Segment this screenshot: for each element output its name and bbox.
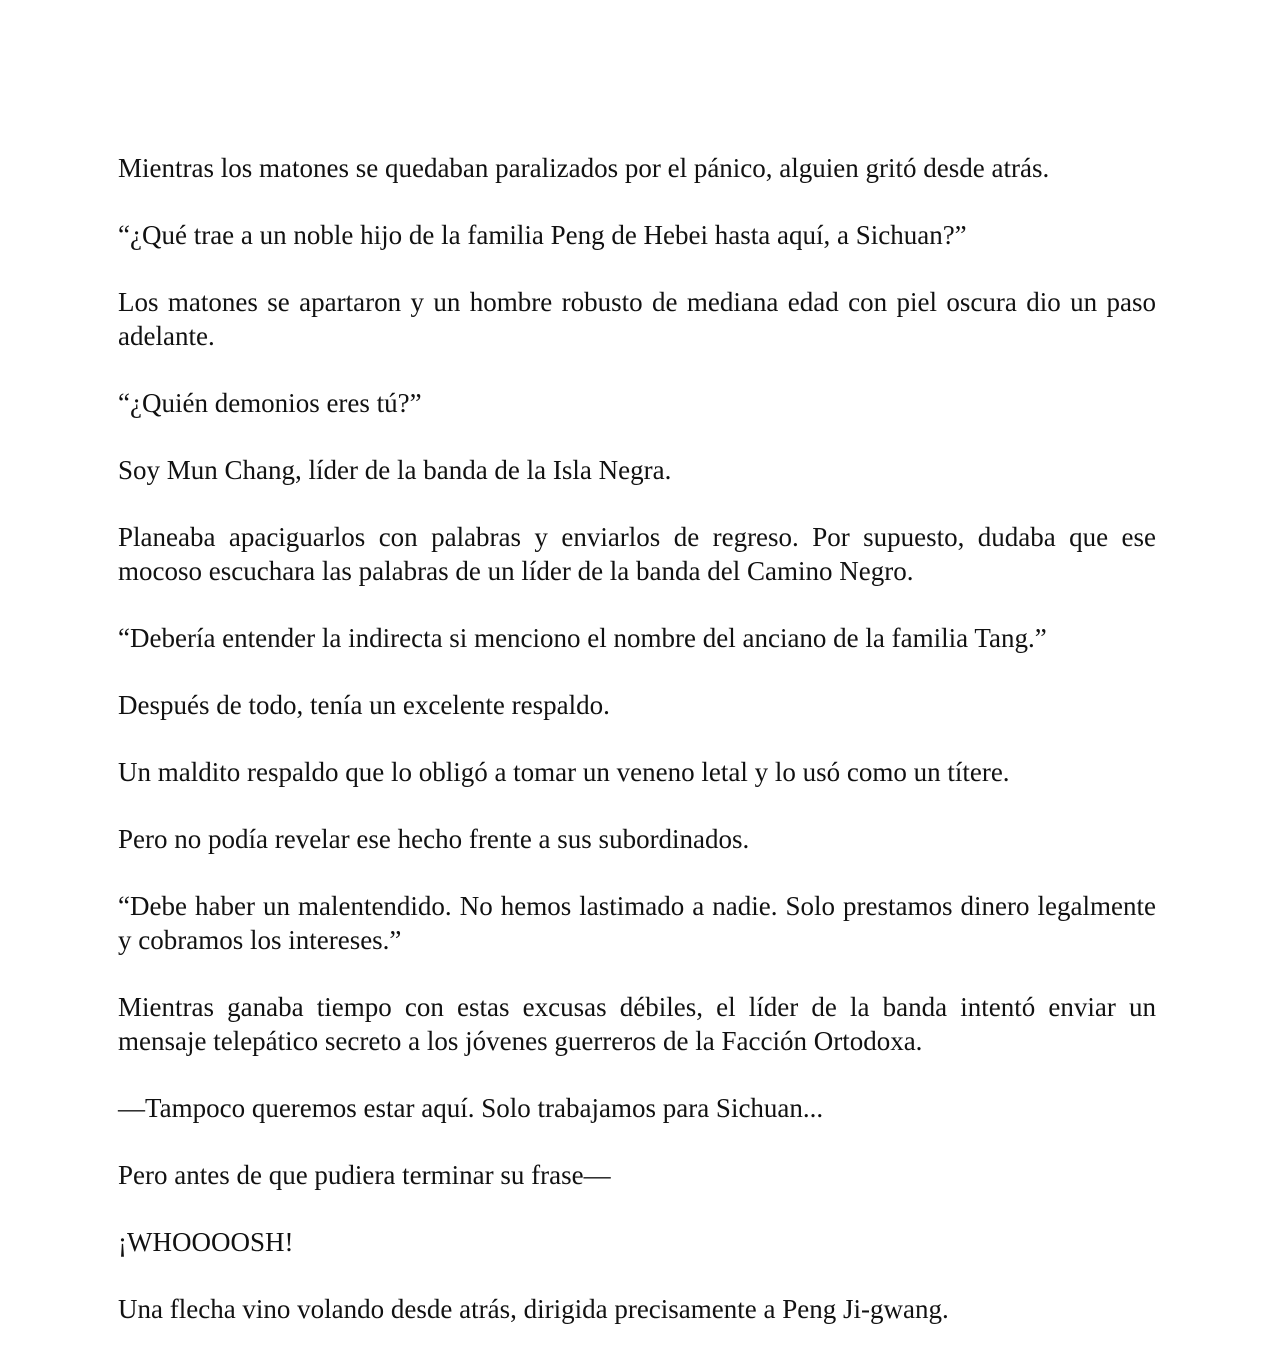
paragraph: Pero no podía revelar ese hecho frente a sus subordinados. [118,824,750,854]
paragraph: Una flecha vino volando desde atrás, dirigida precisamente a Peng Ji-gwang. [118,1294,949,1324]
paragraph: Un maldito respaldo que lo obligó a tomar un veneno letal y lo usó como un títere. [118,757,1010,787]
paragraph: Soy Mun Chang, líder de la banda de la Isla Negra. [118,455,672,485]
paragraph: Después de todo, tenía un excelente respaldo. [118,690,610,720]
paragraph: “Debe haber un malentendido. No hemos lastimado a nadie. Solo prestamos dinero legalmente y cobramos los intereses.” [118,891,1156,955]
paragraph: Mientras ganaba tiempo con estas excusas débiles, el líder de la banda intentó enviar un mensaje telepático secreto a los jóvenes guerreros de la Facción Ortodoxa. [118,992,1156,1056]
paragraph: Mientras los matones se quedaban paralizados por el pánico, alguien gritó desde atrás. [118,153,1050,183]
paragraph: “¿Quién demonios eres tú?” [118,388,422,418]
paragraph: “Debería entender la indirecta si menciono el nombre del anciano de la familia Tang.” [118,623,1047,653]
document-page [118,151,1156,1359]
paragraph: Los matones se apartaron y un hombre robusto de mediana edad con piel oscura dio un paso adelante. [118,287,1156,351]
paragraph: —Tampoco queremos estar aquí. Solo trabajamos para Sichuan... [118,1093,824,1123]
paragraph: “¿Qué trae a un noble hijo de la familia Peng de Hebei hasta aquí, a Sichuan?” [118,220,967,250]
paragraph: Planeaba apaciguarlos con palabras y enviarlos de regreso. Por supuesto, dudaba que ese mocoso escuchara las palabras de un líder de la banda del Camino Negro. [118,522,1156,586]
paragraph: Pero antes de que pudiera terminar su frase— [118,1160,611,1190]
paragraph: ¡WHOOOOSH! [118,1227,294,1257]
